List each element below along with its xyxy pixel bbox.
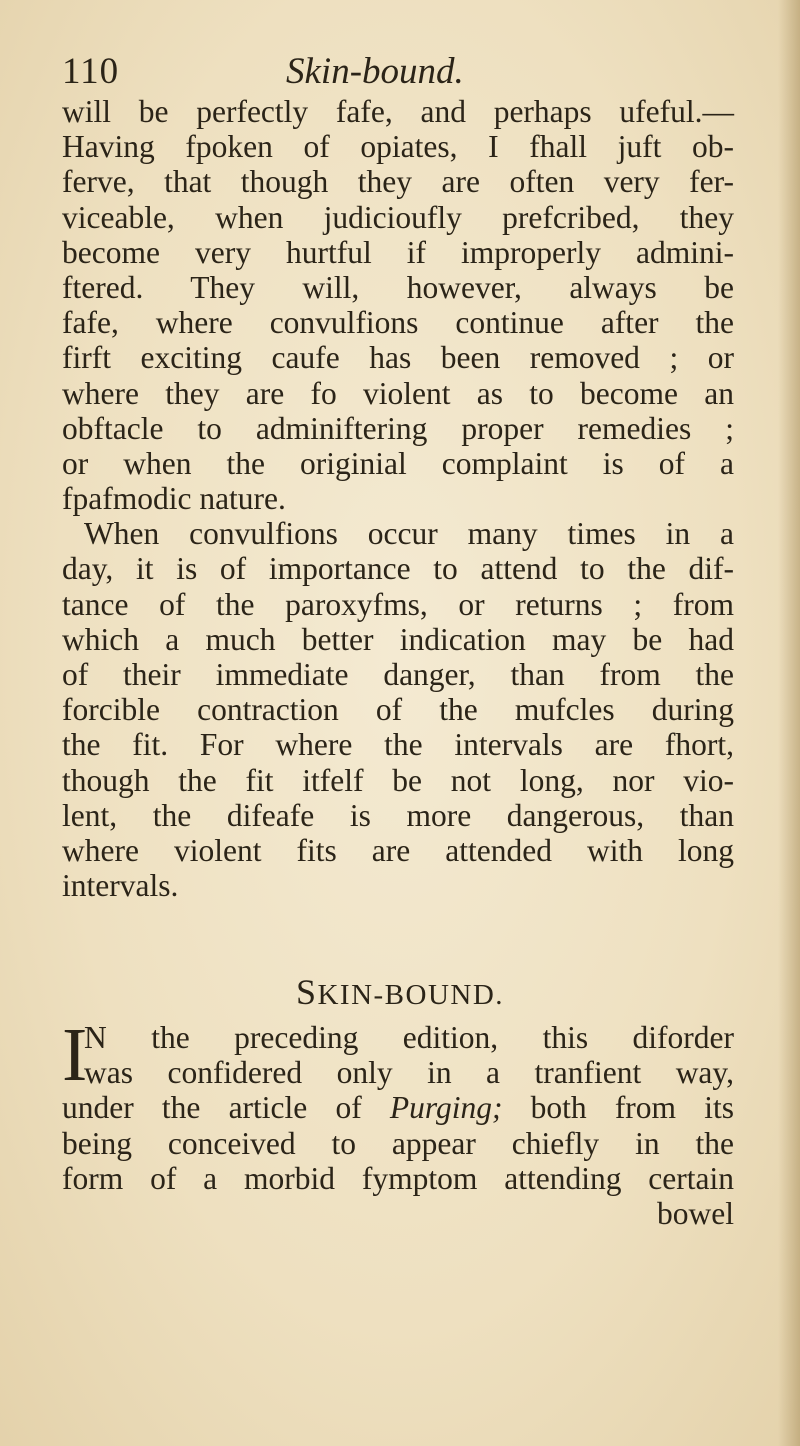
text-line: obftacle to adminiftering proper remedies ; (62, 410, 734, 446)
page-number: 110 (62, 51, 120, 92)
text-line: though the fit itfelf be not long, nor vio- (62, 762, 734, 798)
text-line: where they are fo violent as to become an (62, 375, 734, 411)
text-line: fpafmodic nature. (62, 481, 286, 517)
section-heading (0, 972, 800, 1015)
text-line: the fit. For where the intervals are fhort, (62, 727, 734, 763)
catchword: bowel (657, 1195, 734, 1231)
drop-cap: I (62, 1013, 88, 1097)
text-line: fafe, where convulfions continue after the (62, 305, 734, 341)
text-line: forcible contraction of the mufcles during (62, 692, 734, 728)
text-line: lent, the difeafe is more dangerous, than (62, 797, 734, 833)
text-line: was confidered only in a tranfient way, (84, 1055, 734, 1091)
text-line: day, it is of importance to attend to the dif- (62, 551, 734, 587)
text-line: will be perfectly fafe, and perhaps ufeful.— (62, 94, 734, 129)
text-line: where violent fits are attended with long (62, 832, 734, 868)
text-line: Having fpoken of opiates, I fhall juft ob- (62, 129, 734, 165)
text-line: ferve, that though they are often very fer- (62, 164, 734, 200)
text-line: firft exciting caufe has been removed ; or (62, 340, 734, 376)
text-line: under the article of Purging; both from its (62, 1090, 734, 1126)
section-heading-rest: KIN-BOUND. (317, 979, 505, 1011)
running-head (62, 48, 762, 96)
text-line: intervals. (62, 868, 179, 904)
text-line: being conceived to appear chiefly in the (62, 1125, 734, 1161)
page-edge-shadow (778, 0, 800, 1446)
text-line: of their immediate danger, than from the (62, 657, 734, 692)
text-line: N the preceding edition, this diforder (84, 1020, 734, 1055)
body-text (62, 94, 734, 903)
text-line: which a much better indication may be had (62, 621, 734, 657)
text-line: become very hurtful if improperly admini- (62, 234, 734, 270)
section-text (62, 1013, 734, 1231)
text-line: viceable, when judicioufly prefcribed, they (62, 199, 734, 235)
text-line: or when the originial complaint is of a (62, 445, 734, 481)
text-line: When convulfions occur many times in a (84, 516, 734, 552)
text-line: tance of the paroxyfms, or returns ; from (62, 586, 734, 622)
italic-term: Purging; (389, 1090, 503, 1126)
section-heading-initial: S (295, 972, 318, 1012)
text-line: form of a morbid fymptom attending certain (62, 1160, 734, 1196)
text-line: ftered. They will, however, always be (62, 269, 734, 305)
running-title: Skin-bound. (286, 51, 464, 92)
